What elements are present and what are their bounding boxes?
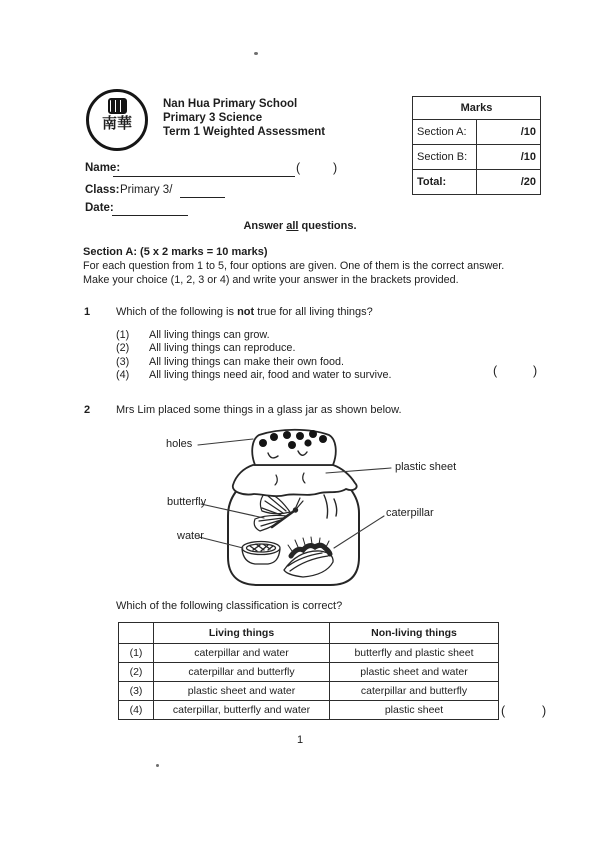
school-header xyxy=(163,97,325,139)
question1-number: 1 xyxy=(84,306,91,318)
option-row xyxy=(116,342,516,355)
name-bracket-open: ( xyxy=(296,161,301,175)
answer-all-instruction xyxy=(0,220,600,232)
plastic-sheet-drawing xyxy=(233,465,357,496)
caterpillar-leaf-drawing xyxy=(284,537,333,577)
question1-text-pre: Which of the following is xyxy=(116,306,238,318)
name-bracket-close: ) xyxy=(333,161,338,175)
living-cell: caterpillar, butterfly and water xyxy=(154,701,330,720)
table-corner-cell xyxy=(119,623,154,644)
answer-underlined: all xyxy=(286,220,299,232)
logo-chinese-text: 南華 xyxy=(101,115,132,132)
marks-value: /10 xyxy=(477,145,541,170)
marks-value: /20 xyxy=(477,170,541,195)
option-text: All living things need air, food and water to survive. xyxy=(149,369,392,382)
row-number: (1) xyxy=(119,644,154,663)
living-things-header: Living things xyxy=(154,623,330,644)
label-plastic-sheet: plastic sheet xyxy=(395,461,457,473)
answer-post: questions. xyxy=(298,220,357,232)
label-caterpillar: caterpillar xyxy=(386,507,434,519)
class-label: Class: xyxy=(85,184,120,196)
label-holes: holes xyxy=(166,438,193,450)
class-value: Primary 3/ xyxy=(120,184,173,196)
section-a-instructions xyxy=(83,260,553,287)
non-living-cell: butterfly and plastic sheet xyxy=(330,644,499,663)
date-blank-line xyxy=(112,200,188,216)
q1-answer-bracket-open: ( xyxy=(493,364,498,378)
living-cell: caterpillar and butterfly xyxy=(154,663,330,682)
scan-speck xyxy=(254,52,258,55)
school-name: Nan Hua Primary School xyxy=(163,98,298,110)
classification-table xyxy=(118,622,499,720)
q2-answer-bracket-open: ( xyxy=(501,704,506,718)
logo-emblem-icon xyxy=(108,98,127,114)
question2-number: 2 xyxy=(84,404,91,416)
school-logo xyxy=(86,89,148,151)
option-row xyxy=(116,369,516,382)
question2-text: Mrs Lim placed some things in a glass jar as shown below. xyxy=(116,404,402,416)
option-row xyxy=(116,356,516,369)
table-row xyxy=(119,701,499,720)
option-text: All living things can reproduce. xyxy=(149,342,296,355)
living-cell: caterpillar and water xyxy=(154,644,330,663)
page-number: 1 xyxy=(296,734,304,746)
option-number: (3) xyxy=(116,355,130,368)
marks-label: Total: xyxy=(413,170,477,195)
option-text: All living things can make their own food. xyxy=(149,355,345,368)
date-label: Date: xyxy=(85,202,114,214)
option-number: (2) xyxy=(116,342,130,355)
jar-reflection xyxy=(334,499,337,516)
option-number: (4) xyxy=(116,369,130,382)
scan-speck xyxy=(156,764,159,767)
assessment-line: Term 1 Weighted Assessment xyxy=(163,126,326,138)
butterfly-drawing xyxy=(254,494,303,531)
row-number: (2) xyxy=(119,663,154,682)
label-water: water xyxy=(177,530,204,542)
marks-row-section-b xyxy=(413,145,541,170)
question1-text xyxy=(116,306,536,318)
non-living-cell: plastic sheet xyxy=(330,701,499,720)
class-blank-line xyxy=(180,182,225,198)
marks-row-section-a xyxy=(413,120,541,145)
non-living-things-header: Non-living things xyxy=(330,623,499,644)
marks-label: Section A: xyxy=(413,120,477,145)
question2-sub-question: Which of the following classification is correct? xyxy=(116,600,343,612)
question1-text-post: true for all living things? xyxy=(254,306,373,318)
jar-reflection xyxy=(324,495,328,518)
non-living-cell: caterpillar and butterfly xyxy=(330,682,499,701)
option-number: (1) xyxy=(116,329,130,341)
option-row xyxy=(116,329,516,342)
non-living-cell: plastic sheet and water xyxy=(330,663,499,682)
table-row xyxy=(119,682,499,701)
question1-options xyxy=(116,329,516,383)
marks-table-title: Marks xyxy=(413,97,541,120)
row-number: (4) xyxy=(119,701,154,720)
living-cell: plastic sheet and water xyxy=(154,682,330,701)
jar-body xyxy=(228,486,359,585)
jar-illustration xyxy=(140,423,490,603)
question1-text-bold: not xyxy=(237,306,255,318)
marks-table xyxy=(412,96,541,195)
option-text: All living things can grow. xyxy=(149,329,270,341)
marks-value: /10 xyxy=(477,120,541,145)
marks-row-total xyxy=(413,170,541,195)
label-butterfly: butterfly xyxy=(167,496,207,508)
instruction-line-2: Make your choice (1, 2, 3 or 4) and write your answer in the brackets provided. xyxy=(83,273,459,286)
glass-jar-diagram xyxy=(140,423,490,603)
name-label: Name: xyxy=(85,162,121,174)
q2-answer-bracket-close: ) xyxy=(542,704,547,718)
row-number: (3) xyxy=(119,682,154,701)
answer-pre: Answer xyxy=(243,220,287,232)
name-blank-line xyxy=(113,160,295,177)
table-row xyxy=(119,644,499,663)
q1-answer-bracket-close: ) xyxy=(533,364,538,378)
water-dish-drawing xyxy=(242,542,280,565)
marks-label: Section B: xyxy=(413,145,477,170)
instruction-line-1: For each question from 1 to 5, four options are given. One of them is the correct answer. xyxy=(83,260,505,272)
section-a-heading: Section A: (5 x 2 marks = 10 marks) xyxy=(83,246,268,258)
table-row xyxy=(119,663,499,682)
classification-header-row xyxy=(119,623,499,644)
subject-line: Primary 3 Science xyxy=(163,112,263,124)
